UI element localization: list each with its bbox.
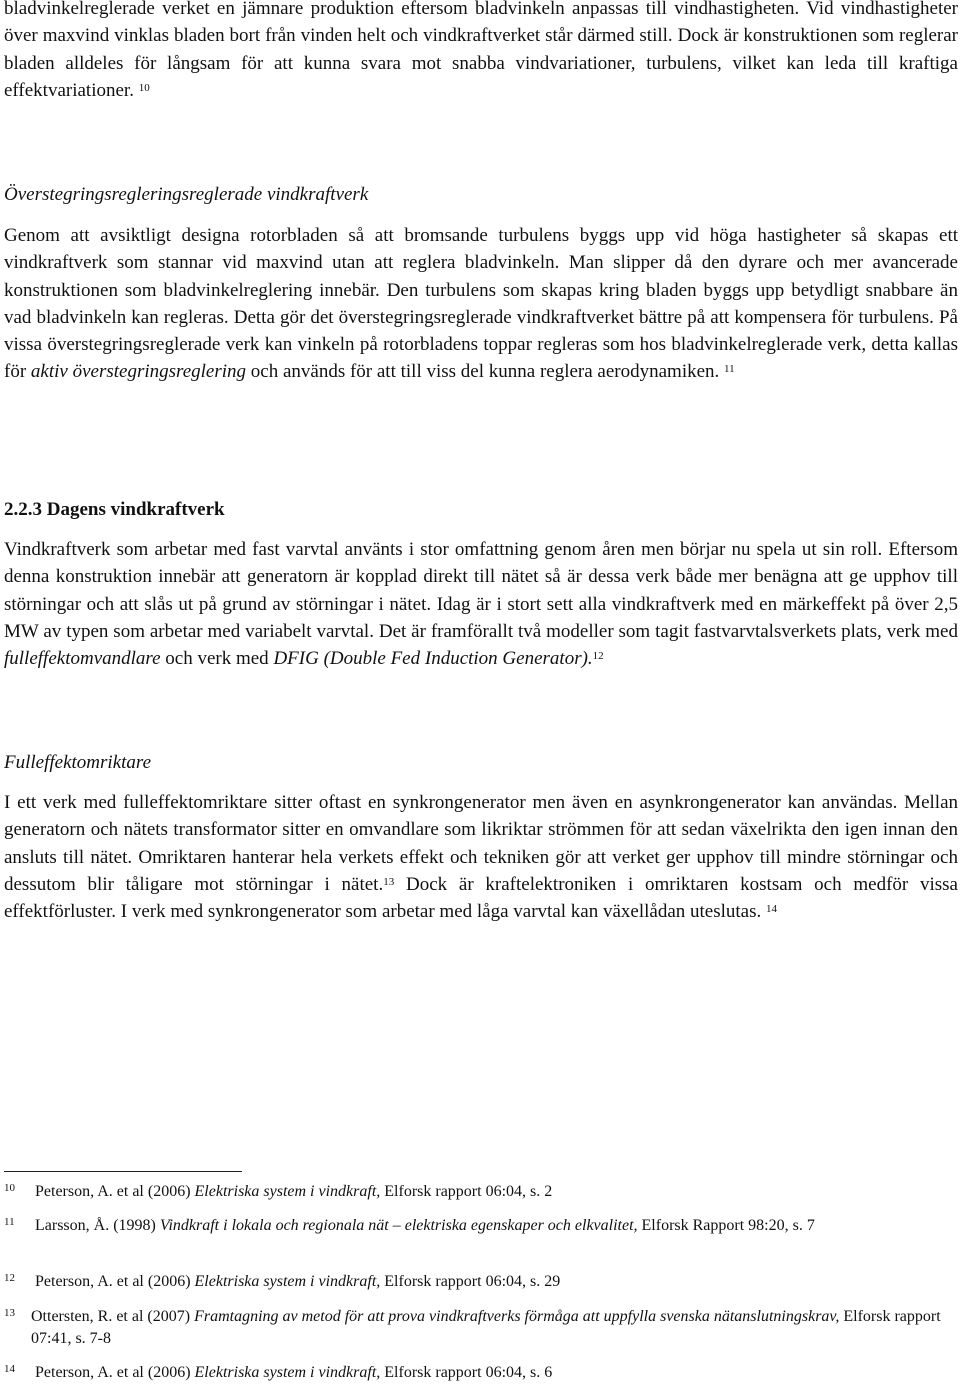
footnote-ref-12: 12 bbox=[592, 650, 604, 663]
footnote-number: 11 bbox=[4, 1216, 15, 1228]
section-heading-current: 2.2.3 Dagens vindkraftverk bbox=[4, 499, 225, 520]
footnote-title: Elektriska system i vindkraft, bbox=[194, 1273, 381, 1290]
footnote-author: Peterson, A. et al (2006) bbox=[35, 1183, 191, 1200]
paragraph-current-turbines bbox=[4, 536, 958, 672]
footnote-10 bbox=[4, 1181, 958, 1203]
footnote-title: Framtagning av metod för att prova vindkraftverks förmåga att uppfylla svenska nätanslutningskrav, bbox=[194, 1308, 840, 1325]
emphasis-term: fulleffektomvandlare bbox=[4, 648, 161, 670]
footnote-source: Elforsk Rapport 98:20, s. 7 bbox=[641, 1217, 815, 1234]
paragraph-text: Dock är kraftelektroniken i omriktaren kostsam och medför vissa effektförluster. I verk med synkrongenerator som arbetar med låga varvtal kan växellådan uteslutas. bbox=[4, 873, 958, 923]
paragraph-text: Vindkraftverk som arbetar med fast varvtal använts i stor omfattning genom åren men börjar nu spela ut sin roll. Eftersom denna konstruktion innebär att generatorn är kopplad direkt till nätet så är dessa verk både mer benägna att ge upphov till störningar och att slås ut på grund av störningar i nätet. Idag är i stort sett alla vindkraftverk med en märkeffekt på över 2,5 MW av typen som arbetar med variabelt varvtal. Det är framförallt två modeller som tagit fastvarvtalsverkets plats, verk med bbox=[4, 539, 958, 642]
footnote-number: 13 bbox=[4, 1307, 15, 1319]
paragraph-full-converter bbox=[4, 789, 958, 925]
footnote-ref-10: 10 bbox=[138, 81, 150, 94]
paragraph-text: bladvinkelreglerade verket en jämnare produktion eftersom bladvinkeln anpassas till vindhastigheten. Vid vindhastigheter över maxvind vinklas bladen bort från vinden helt och vindkraftverket står därmed still. Dock är konstruktionen som reglerar bladen alldeles för långsam för att kunna svara mot snabba vindvariationer, turbulens, vilket kan leda till kraftiga effektvariationer. bbox=[4, 0, 958, 101]
emphasis-term: DFIG (Double Fed Induction Generator). bbox=[273, 648, 593, 670]
footnote-ref-11: 11 bbox=[724, 363, 735, 376]
paragraph-blade-pitch bbox=[4, 0, 958, 104]
footnote-author: Peterson, A. et al (2006) bbox=[35, 1273, 191, 1290]
footnote-separator bbox=[4, 1171, 242, 1172]
footnote-14 bbox=[4, 1362, 958, 1384]
footnote-author: Larsson, Å. (1998) bbox=[35, 1217, 156, 1234]
paragraph-text: och verk med bbox=[165, 648, 269, 670]
footnote-number: 12 bbox=[4, 1272, 15, 1284]
footnote-source: Elforsk rapport 07:41, s. 7-8 bbox=[31, 1308, 941, 1347]
footnote-title: Elektriska system i vindkraft, bbox=[194, 1183, 381, 1200]
footnote-title: Vindkraft i lokala och regionala nät – elektriska egenskaper och elkvalitet, bbox=[159, 1217, 638, 1234]
footnote-ref-14: 14 bbox=[766, 903, 778, 916]
footnote-11 bbox=[4, 1215, 958, 1237]
footnote-source: Elforsk rapport 06:04, s. 29 bbox=[384, 1273, 561, 1290]
section-heading-full-converter: Fulleffektomriktare bbox=[4, 752, 152, 773]
footnote-source: Elforsk rapport 06:04, s. 2 bbox=[384, 1183, 553, 1200]
emphasis-term: aktiv överstegringsreglering bbox=[30, 361, 247, 383]
footnote-12 bbox=[4, 1271, 958, 1293]
footnote-ref-13: 13 bbox=[383, 875, 395, 888]
footnote-title: Elektriska system i vindkraft, bbox=[194, 1364, 381, 1381]
paragraph-stall bbox=[4, 222, 958, 386]
footnote-author: Ottersten, R. et al (2007) bbox=[31, 1308, 191, 1325]
paragraph-text: I ett verk med fulleffektomriktare sitter oftast en synkrongenerator men även en asynkrongenerator kan användas. Mellan generatorn och nätets transformator sitter en omvandlare som likriktar strömmen för att sedan växelrikta den igen innan den ansluts till nätet. Omriktaren hanterar hela verkets effekt och tekniken gör att verket ger upphov till mindre störningar och dessutom blir tåligare mot störningar i nätet. bbox=[4, 792, 958, 895]
paragraph-text: Genom att avsiktligt designa rotorbladen så att bromsande turbulens byggs upp vid höga hastigheter så skapas ett vindkraftverk som stannar vid maxvind utan att reglera bladvinkeln. Man slipper då den dyrare och mer avancerade konstruktionen som bladvinkelreglering innebär. Den turbulens som skapas kring bladen byggs upp betydligt snabbare än vad bladvinkeln kan regleras. Detta gör det överstegringsreglerade vindkraftverket bättre på att kompensera för turbulens. På vissa överstegringsreglerade verk kan vinkeln på rotorbladens toppar regleras som hos bladvinkelreglerade verk, detta kallas för bbox=[4, 225, 958, 383]
footnote-author: Peterson, A. et al (2006) bbox=[35, 1364, 191, 1381]
footnote-number: 10 bbox=[4, 1182, 15, 1194]
paragraph-text: och används för att till viss del kunna reglera aerodynamiken. bbox=[250, 361, 720, 383]
footnote-13 bbox=[4, 1306, 958, 1350]
footnote-number: 14 bbox=[4, 1363, 15, 1375]
footnote-source: Elforsk rapport 06:04, s. 6 bbox=[384, 1364, 553, 1381]
section-heading-stall: Överstegringsregleringsreglerade vindkraftverk bbox=[4, 184, 369, 205]
